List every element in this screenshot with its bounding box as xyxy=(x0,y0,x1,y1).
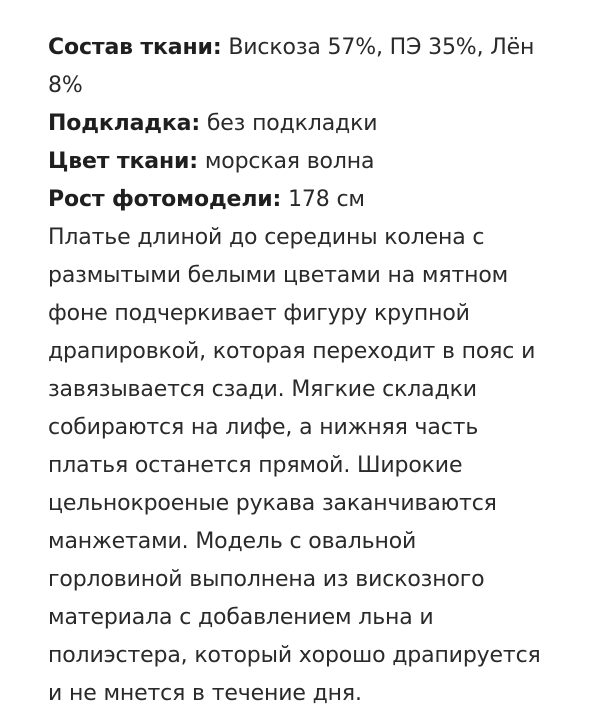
spec-value: без подкладки xyxy=(206,111,378,136)
spec-label: Цвет ткани: xyxy=(48,149,198,174)
spec-value: морская волна xyxy=(204,149,375,174)
spec-value: 178 см xyxy=(288,187,365,212)
spec-model-height xyxy=(48,181,552,219)
spec-label: Рост фотомодели: xyxy=(48,187,282,212)
spec-label: Состав ткани: xyxy=(48,35,222,60)
product-description: Платье длиной до середины колена с размытыми белыми цветами на мятном фоне подчеркивает фигуру крупной драпировкой, которая переходит в пояс и завязывается сзади. Мягкие складки собираются на лифе, а нижняя часть платья останется прямой. Широкие цельнокроеные рукава заканчиваются манжетами. Модель с овальной горловиной выполнена из вискозного материала с добавлением льна и полиэстера, который хорошо драпируется и не мнется в течение дня. xyxy=(48,225,541,706)
spec-fabric-composition xyxy=(48,29,552,105)
spec-value: Вискоза 57%, ПЭ 35%, Лён 8% xyxy=(48,35,535,98)
spec-label: Подкладка: xyxy=(48,111,201,136)
spec-fabric-color xyxy=(48,143,552,181)
spec-lining xyxy=(48,105,552,143)
